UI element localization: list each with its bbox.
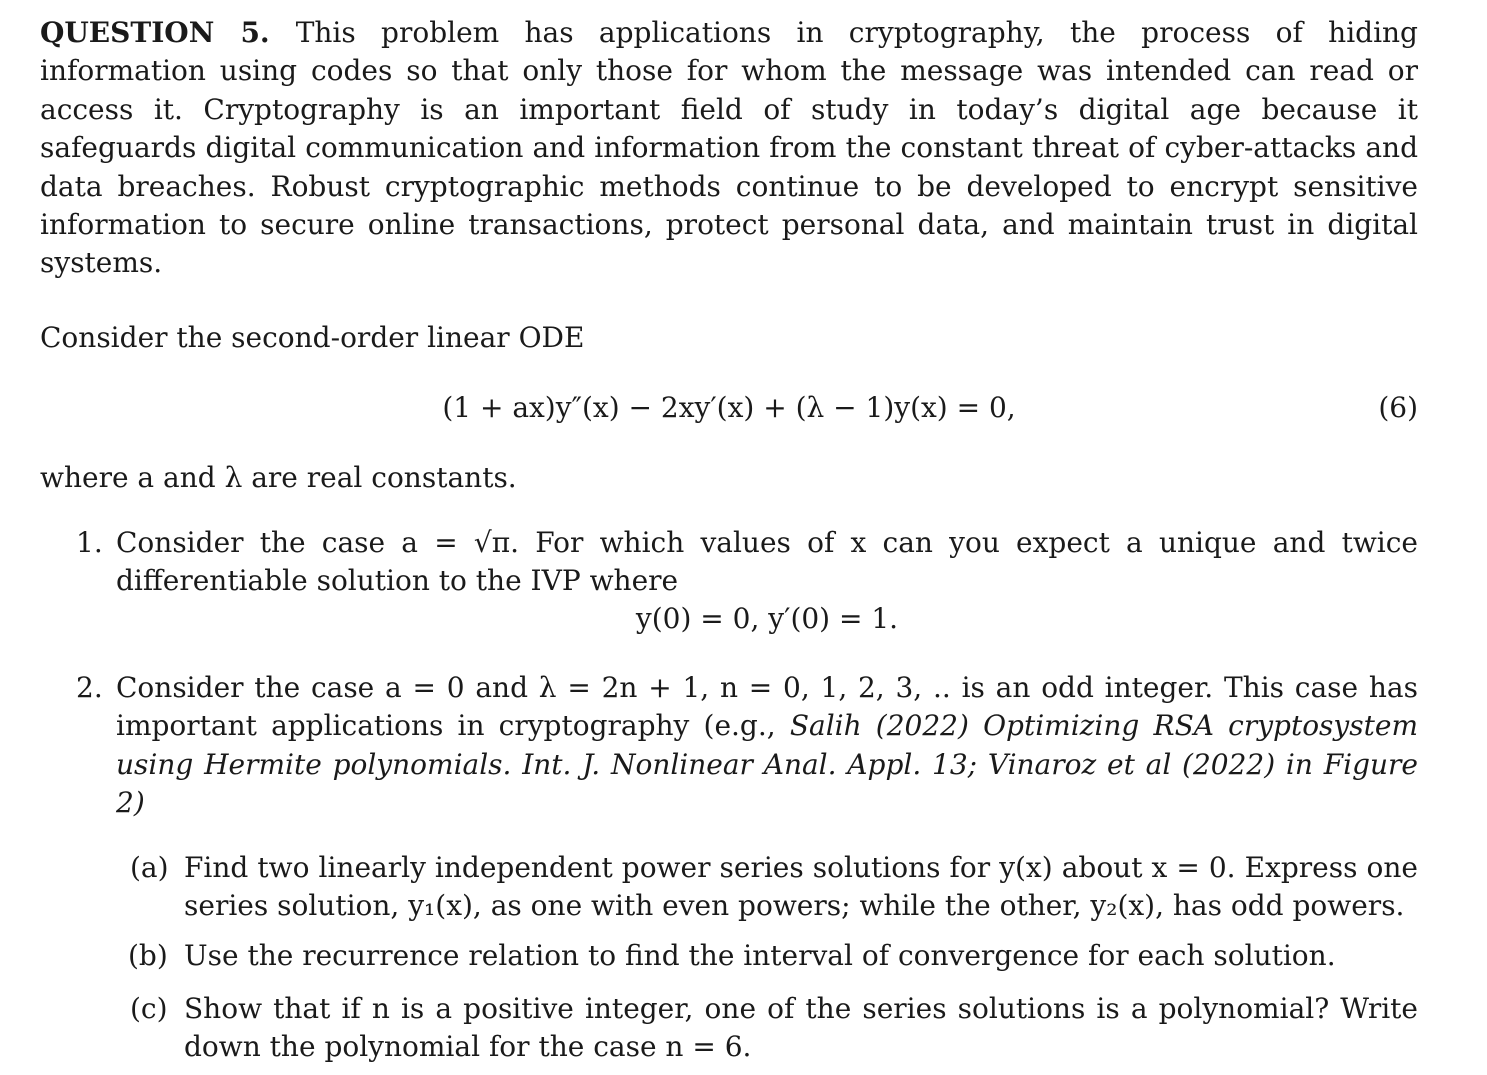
list-item-1 [40,524,1418,639]
item-number: 2. [76,670,103,704]
subitem-a [40,849,1418,926]
subitem-text: Use the recurrence relation to find the interval of convergence for each solution. [184,939,1336,973]
question-intro [40,14,1418,283]
subitem-c [40,990,1418,1067]
item-text: Consider the case a = 0 and λ = 2n + 1, n = 0, 1, 2, 3, .. is an odd integer. This case has important applications in cryptography (e.g., [116,670,1418,743]
subitem-label: (a) [130,850,169,884]
subitem-label: (c) [130,991,168,1025]
citation: Salih (2022) Optimizing RSA cryptosystem using Hermite polynomials. Int. J. Nonlinear Anal. Appl. 13; Vinaroz et al (2022) in Figure 2) [116,709,1418,820]
item-text: Consider the case a = √π. For which values of x can you expect a unique and twice differentiable solution to the IVP where [116,525,1418,598]
question-page [40,14,1418,1067]
ivp-conditions: y(0) = 0, y′(0) = 1. [635,602,899,636]
where-text: where a and λ are real constants. [40,461,517,495]
equation-row [40,389,1418,429]
subitem-label: (b) [128,939,168,973]
list-item-2 [40,669,1418,823]
subitem-text: Find two linearly independent power series solutions for y(x) about x = 0. Express one series solution, y₁(x), as one with even powers; while the other, y₂(x), has odd powers. [184,850,1418,922]
consider-text: Consider the second-order linear ODE [40,320,585,354]
question-label: QUESTION 5. [40,16,270,49]
equation-number: (6) [1378,391,1418,425]
subitem-text: Show that if n is a positive integer, one of the series solutions is a polynomial? Write down the polynomial for the case n = 6. [184,991,1418,1064]
ode-equation: (1 + ax)y″(x) − 2xy′(x) + (λ − 1)y(x) = 0, [442,391,1016,425]
item-number: 1. [76,525,103,559]
intro-text: This problem has applications in cryptography, the process of hiding information using codes so that only those for whom the message was intended can read or access it. Cryptography is an important field of study in today’s digital age because it safeguards digital communication and information from the constant threat of cyber-attacks and data breaches. Robust cryptographic methods continue to be developed to encrypt sensitive information to secure online transactions, protect personal data, and maintain trust in digital systems. [40,16,1418,280]
subitem-b [40,937,1418,975]
